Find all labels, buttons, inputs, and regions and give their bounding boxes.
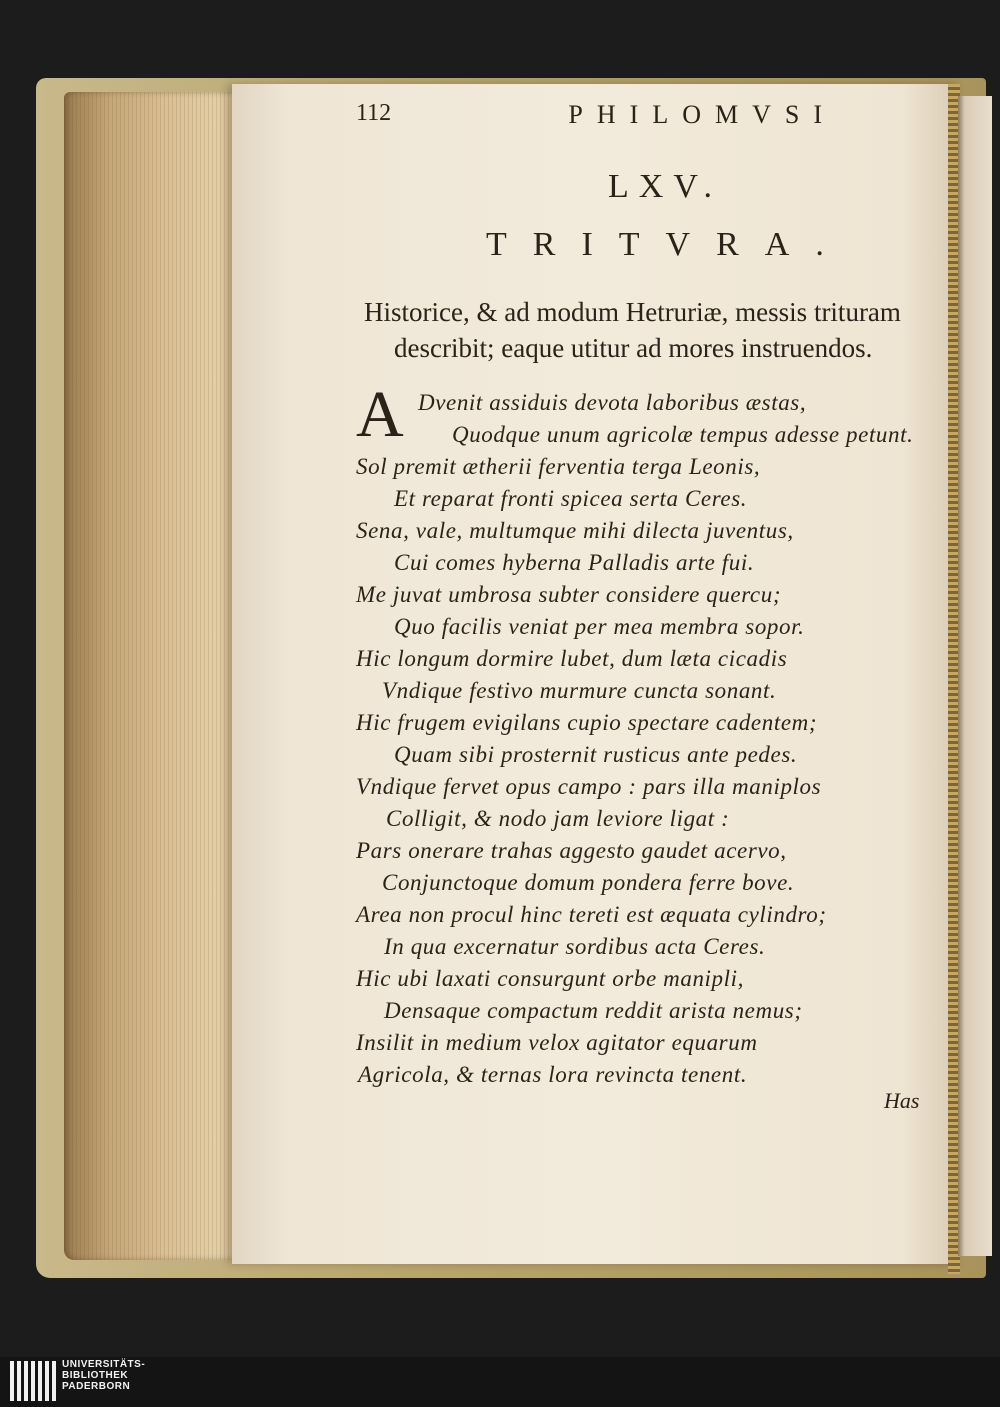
running-head: [356, 100, 836, 130]
verse-line: Quodque unum agricolæ tempus adesse petunt.: [452, 422, 914, 447]
verse-line: Sol premit ætherii ferventia terga Leonis,: [356, 454, 761, 479]
verse-line: Et reparat fronti spicea serta Ceres.: [394, 486, 748, 511]
page-block-edges: [64, 92, 244, 1260]
library-name-line: UNIVERSITÄTS-: [62, 1359, 146, 1370]
library-name-line: PADERBORN: [62, 1381, 131, 1392]
verse-line: Insilit in medium velox agitator equarum: [356, 1030, 758, 1055]
verse-line: Hic longum dormire lubet, dum læta cicadis: [356, 646, 788, 671]
facing-page-edge: [958, 96, 992, 1256]
verse-line: Me juvat umbrosa subter considere quercu;: [356, 582, 782, 607]
verse-line: Vndique festivo murmure cuncta sonant.: [382, 678, 777, 703]
verse-line: Quo facilis veniat per mea membra sopor.: [394, 614, 805, 639]
verse-line: Hic ubi laxati consurgunt orbe manipli,: [356, 966, 744, 991]
verse-line: Cui comes hyberna Palladis arte fui.: [394, 550, 755, 575]
verse-line: Dvenit assiduis devota laboribus æstas,: [418, 390, 807, 415]
catchword: Has: [884, 1088, 920, 1113]
verse-line: Area non procul hinc tereti est æquata cylindro;: [356, 902, 827, 927]
running-title: PHILOMVSI: [568, 100, 836, 129]
summary-line: Historice, & ad modum Hetruriæ, messis trituram: [364, 297, 901, 327]
verse-line: Quam sibi prosternit rusticus ante pedes.: [394, 742, 798, 767]
verse-line: Densaque compactum reddit arista nemus;: [384, 998, 803, 1023]
verse-line: Vndique fervet opus campo : pars illa maniplos: [356, 774, 822, 799]
verse-line: Agricola, & ternas lora revincta tenent.: [358, 1062, 748, 1087]
verse-line: In qua excernatur sordibus acta Ceres.: [384, 934, 766, 959]
summary-line: describit; eaque utitur ad mores instruendos.: [394, 333, 873, 363]
verse-line: Hic frugem evigilans cupio spectare cadentem;: [356, 710, 818, 735]
library-logo-icon: [10, 1361, 56, 1401]
drop-cap: A: [356, 378, 404, 451]
page-number: 112: [356, 100, 392, 126]
poem-title: TRITVRA.: [486, 226, 850, 263]
verse-line: Conjunctoque domum pondera ferre bove.: [382, 870, 795, 895]
library-name-line: BIBLIOTHEK: [62, 1370, 129, 1381]
library-name: [62, 1359, 145, 1392]
library-footer: [0, 1357, 1000, 1407]
poem-number: LXV.: [608, 168, 722, 205]
verse-line: Pars onerare trahas aggesto gaudet acervo,: [356, 838, 787, 863]
verse-line: Colligit, & nodo jam leviore ligat :: [386, 806, 730, 831]
poem-summary: [364, 294, 944, 366]
verse-line: Sena, vale, multumque mihi dilecta juventus,: [356, 518, 794, 543]
